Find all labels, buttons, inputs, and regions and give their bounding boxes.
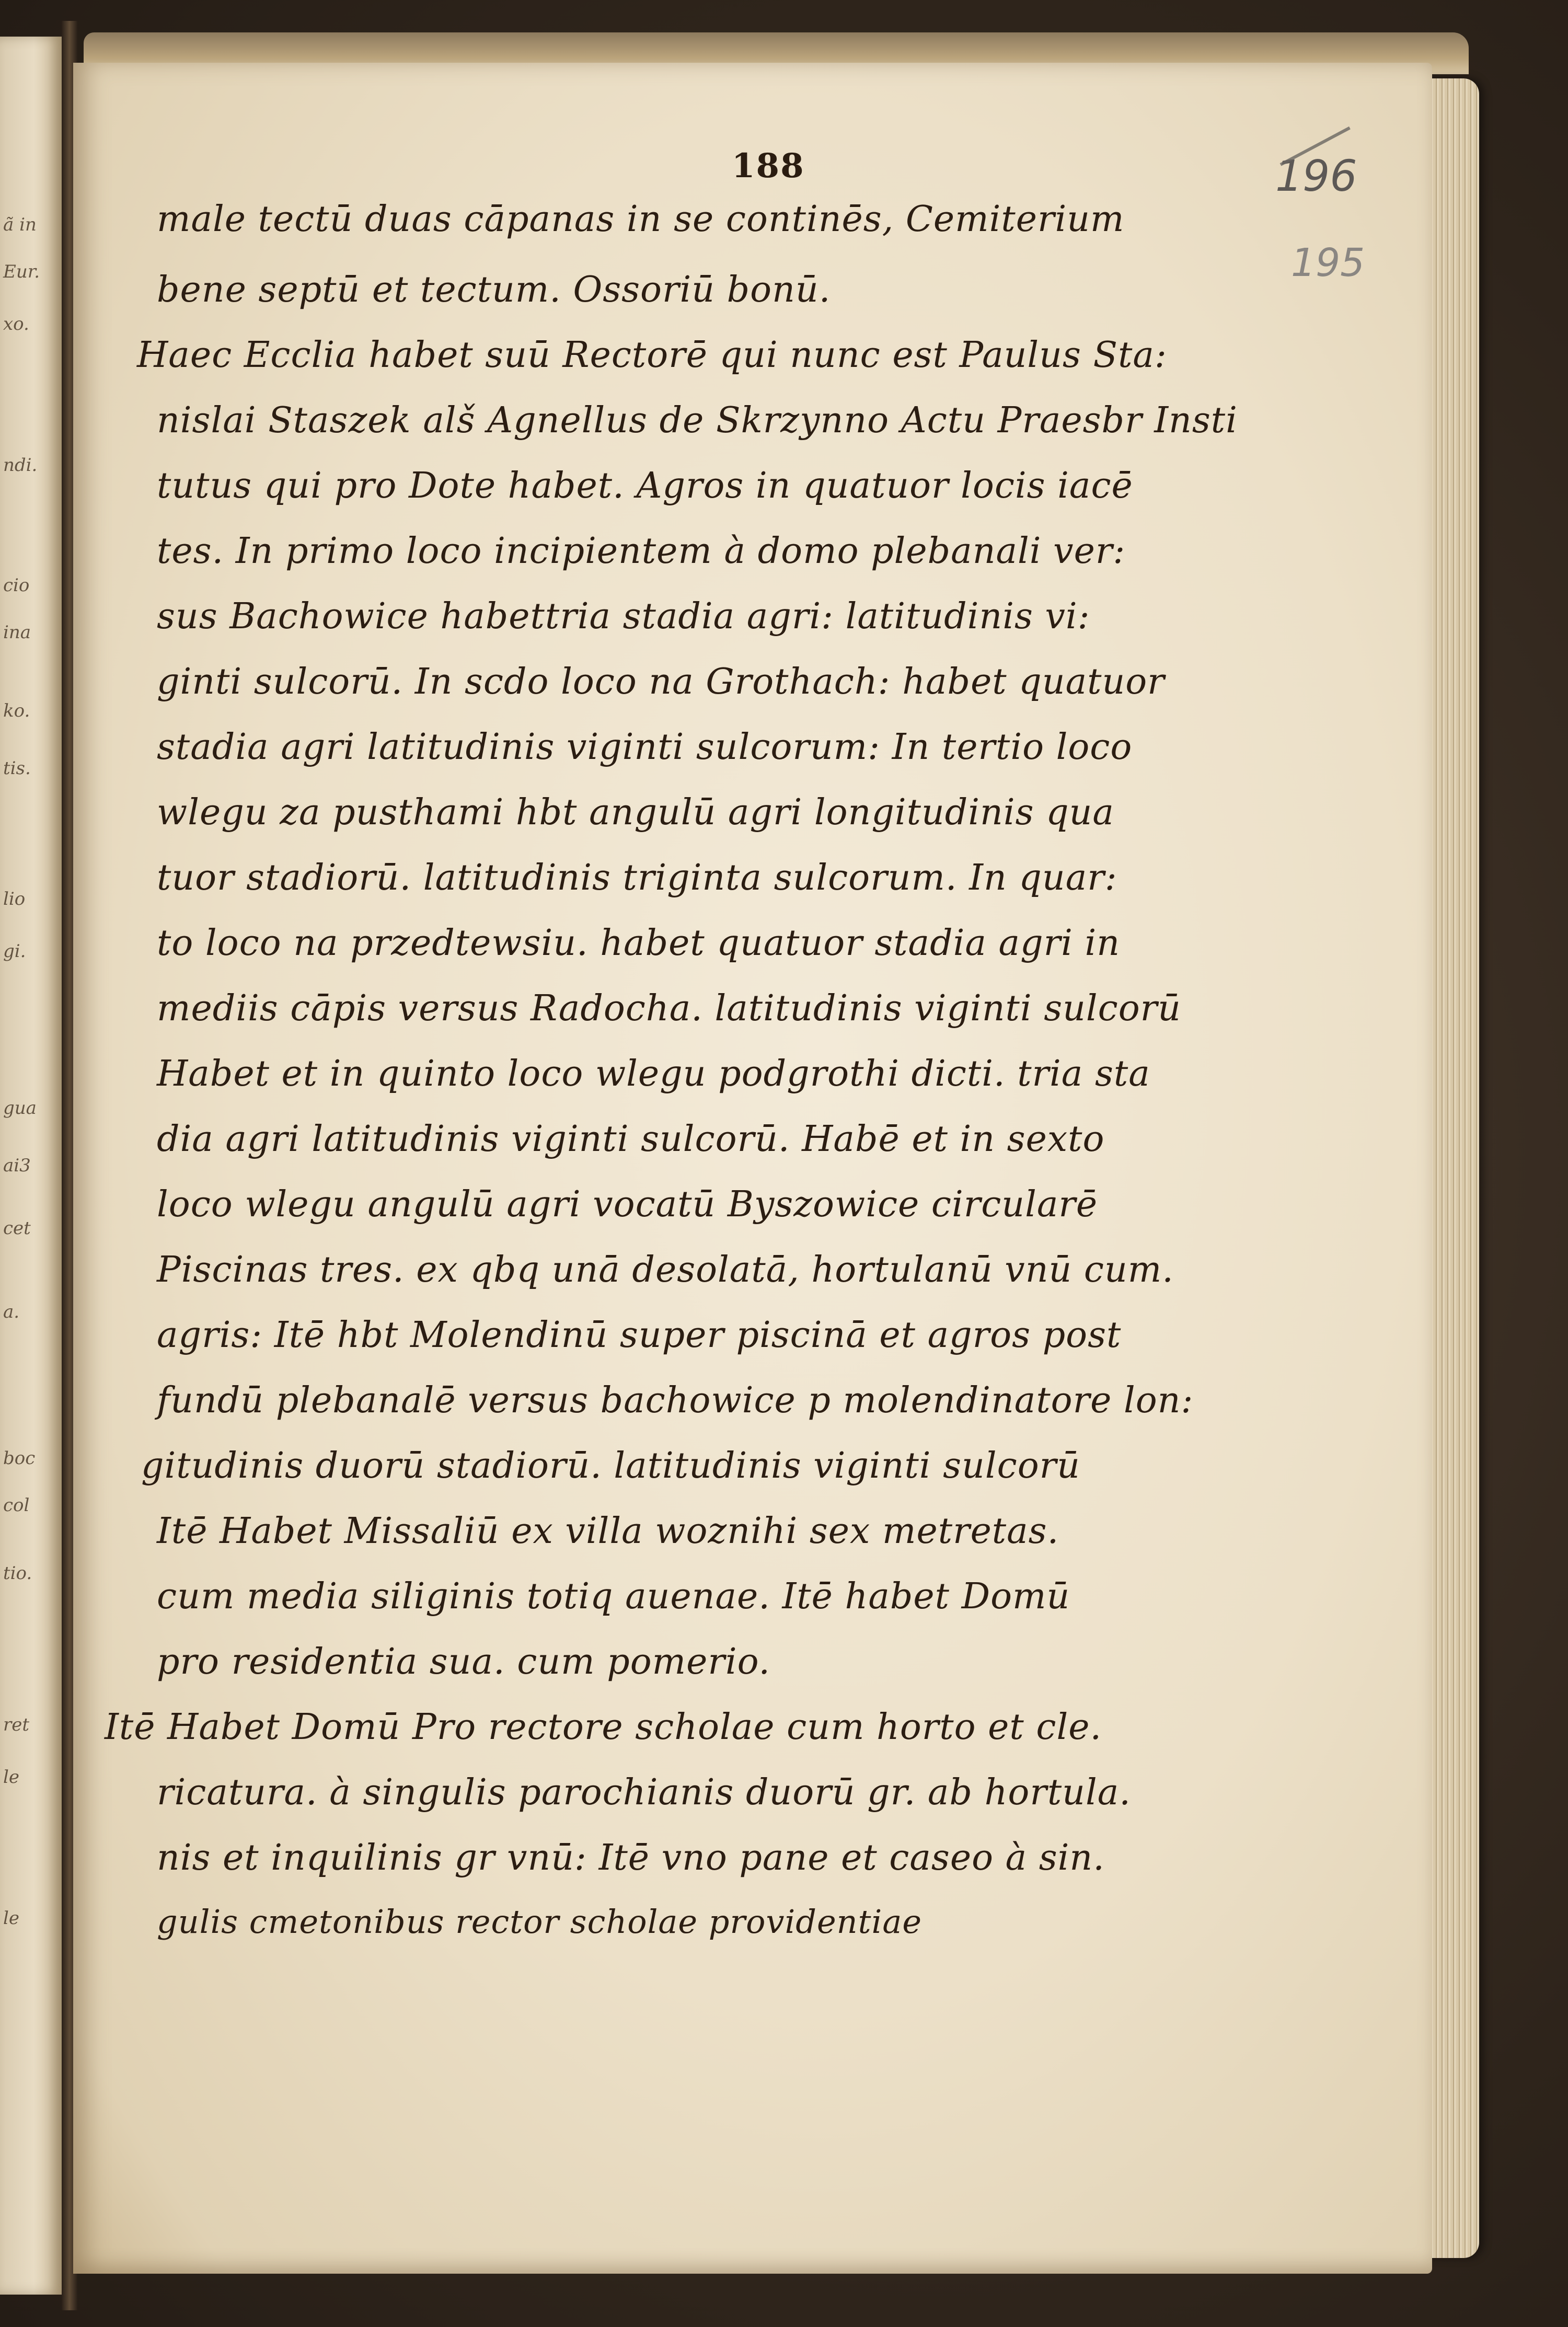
margin-fragment: Eur. bbox=[3, 261, 40, 282]
text-line: pro residentia sua. cum pomerio. bbox=[157, 1641, 771, 1683]
margin-fragment: ko. bbox=[3, 700, 30, 721]
margin-fragment: a. bbox=[3, 1301, 20, 1322]
text-line: Itē Habet Domū Pro rectore scholae cum horto et cle. bbox=[105, 1707, 1102, 1748]
margin-fragment: ret bbox=[3, 1714, 30, 1735]
text-line: ricatura. à singulis parochianis duorū gr. ab hortula. bbox=[157, 1772, 1131, 1813]
text-line: Piscinas tres. ex qbq unā desolatā, hortulanū vnū cum. bbox=[157, 1249, 1174, 1291]
text-line: loco wlegu angulū agri vocatū Byszowice circularē bbox=[157, 1184, 1098, 1225]
text-line: mediis cāpis versus Radocha. latitudinis viginti sulcorū bbox=[157, 988, 1181, 1029]
text-line: ginti sulcorū. In scdo loco na Grothach: habet quatuor bbox=[157, 661, 1165, 702]
margin-fragment: ina bbox=[3, 622, 31, 643]
margin-fragment: ã in bbox=[3, 214, 37, 235]
text-line: Haec Ecclia habet suū Rectorē qui nunc est Paulus Sta: bbox=[137, 335, 1167, 376]
folio-number: 188 bbox=[732, 146, 805, 186]
text-line: nislai Staszek alš Agnellus de Skrzynno Actu Praesbr Insti bbox=[157, 400, 1238, 441]
pencil-page-number: 195 bbox=[1291, 240, 1365, 285]
text-line: tutus qui pro Dote habet. Agros in quatuor locis iacē bbox=[157, 465, 1133, 506]
margin-fragment: tis. bbox=[3, 758, 31, 779]
text-line: male tectū duas cāpanas in se continēs, Cemiterium bbox=[157, 199, 1125, 240]
margin-fragment: ai3 bbox=[3, 1155, 31, 1176]
text-line: Habet et in quinto loco wlegu podgrothi dicti. tria sta bbox=[157, 1053, 1150, 1095]
margin-fragment: boc bbox=[3, 1448, 36, 1469]
margin-fragment: gi. bbox=[3, 941, 26, 962]
text-line: nis et inquilinis gr vnū: Itē vno pane et caseo à sin. bbox=[157, 1837, 1105, 1879]
margin-fragment: le bbox=[3, 1908, 19, 1929]
margin-fragment: cet bbox=[3, 1218, 31, 1239]
text-line: bene septū et tectum. Ossoriū bonū. bbox=[157, 269, 831, 310]
margin-fragment: tio. bbox=[3, 1563, 32, 1584]
text-line: wlegu za pusthami hbt angulū agri longitudinis qua bbox=[157, 792, 1114, 833]
text-line: sus Bachowice habettria stadia agri: latitudinis vi: bbox=[157, 596, 1090, 637]
margin-fragment: lio bbox=[3, 889, 26, 909]
margin-fragment: col bbox=[3, 1495, 30, 1516]
text-line: gitudinis duorū stadiorū. latitudinis viginti sulcorū bbox=[141, 1445, 1080, 1487]
text-line: agris: Itē hbt Molendinū super piscinā et agros post bbox=[157, 1315, 1122, 1356]
text-line: gulis cmetonibus rector scholae providentiae bbox=[157, 1903, 923, 1941]
margin-fragment: gua bbox=[3, 1098, 37, 1119]
text-line: fundū plebanalē versus bachowice p molendinatore lon: bbox=[157, 1380, 1194, 1421]
text-line: to loco na przedtewsiu. habet quatuor stadia agri in bbox=[157, 923, 1121, 964]
margin-fragment: cio bbox=[3, 575, 30, 596]
text-line: tes. In primo loco incipientem à domo plebanali ver: bbox=[157, 531, 1126, 572]
pencil-page-number-old: 196 bbox=[1275, 152, 1357, 201]
text-line: stadia agri latitudinis viginti sulcorum: In tertio loco bbox=[157, 727, 1133, 768]
text-line: Itē Habet Missaliū ex villa woznihi sex metretas. bbox=[157, 1511, 1059, 1552]
margin-fragment: xo. bbox=[3, 314, 29, 335]
text-line: tuor stadiorū. latitudinis triginta sulcorum. In quar: bbox=[157, 857, 1117, 898]
margin-fragment: ndi. bbox=[3, 455, 38, 476]
text-line: cum media siliginis totiq auenae. Itē habet Domū bbox=[157, 1576, 1070, 1617]
margin-fragment: le bbox=[3, 1767, 19, 1788]
text-line: dia agri latitudinis viginti sulcorū. Habē et in sexto bbox=[157, 1119, 1105, 1160]
